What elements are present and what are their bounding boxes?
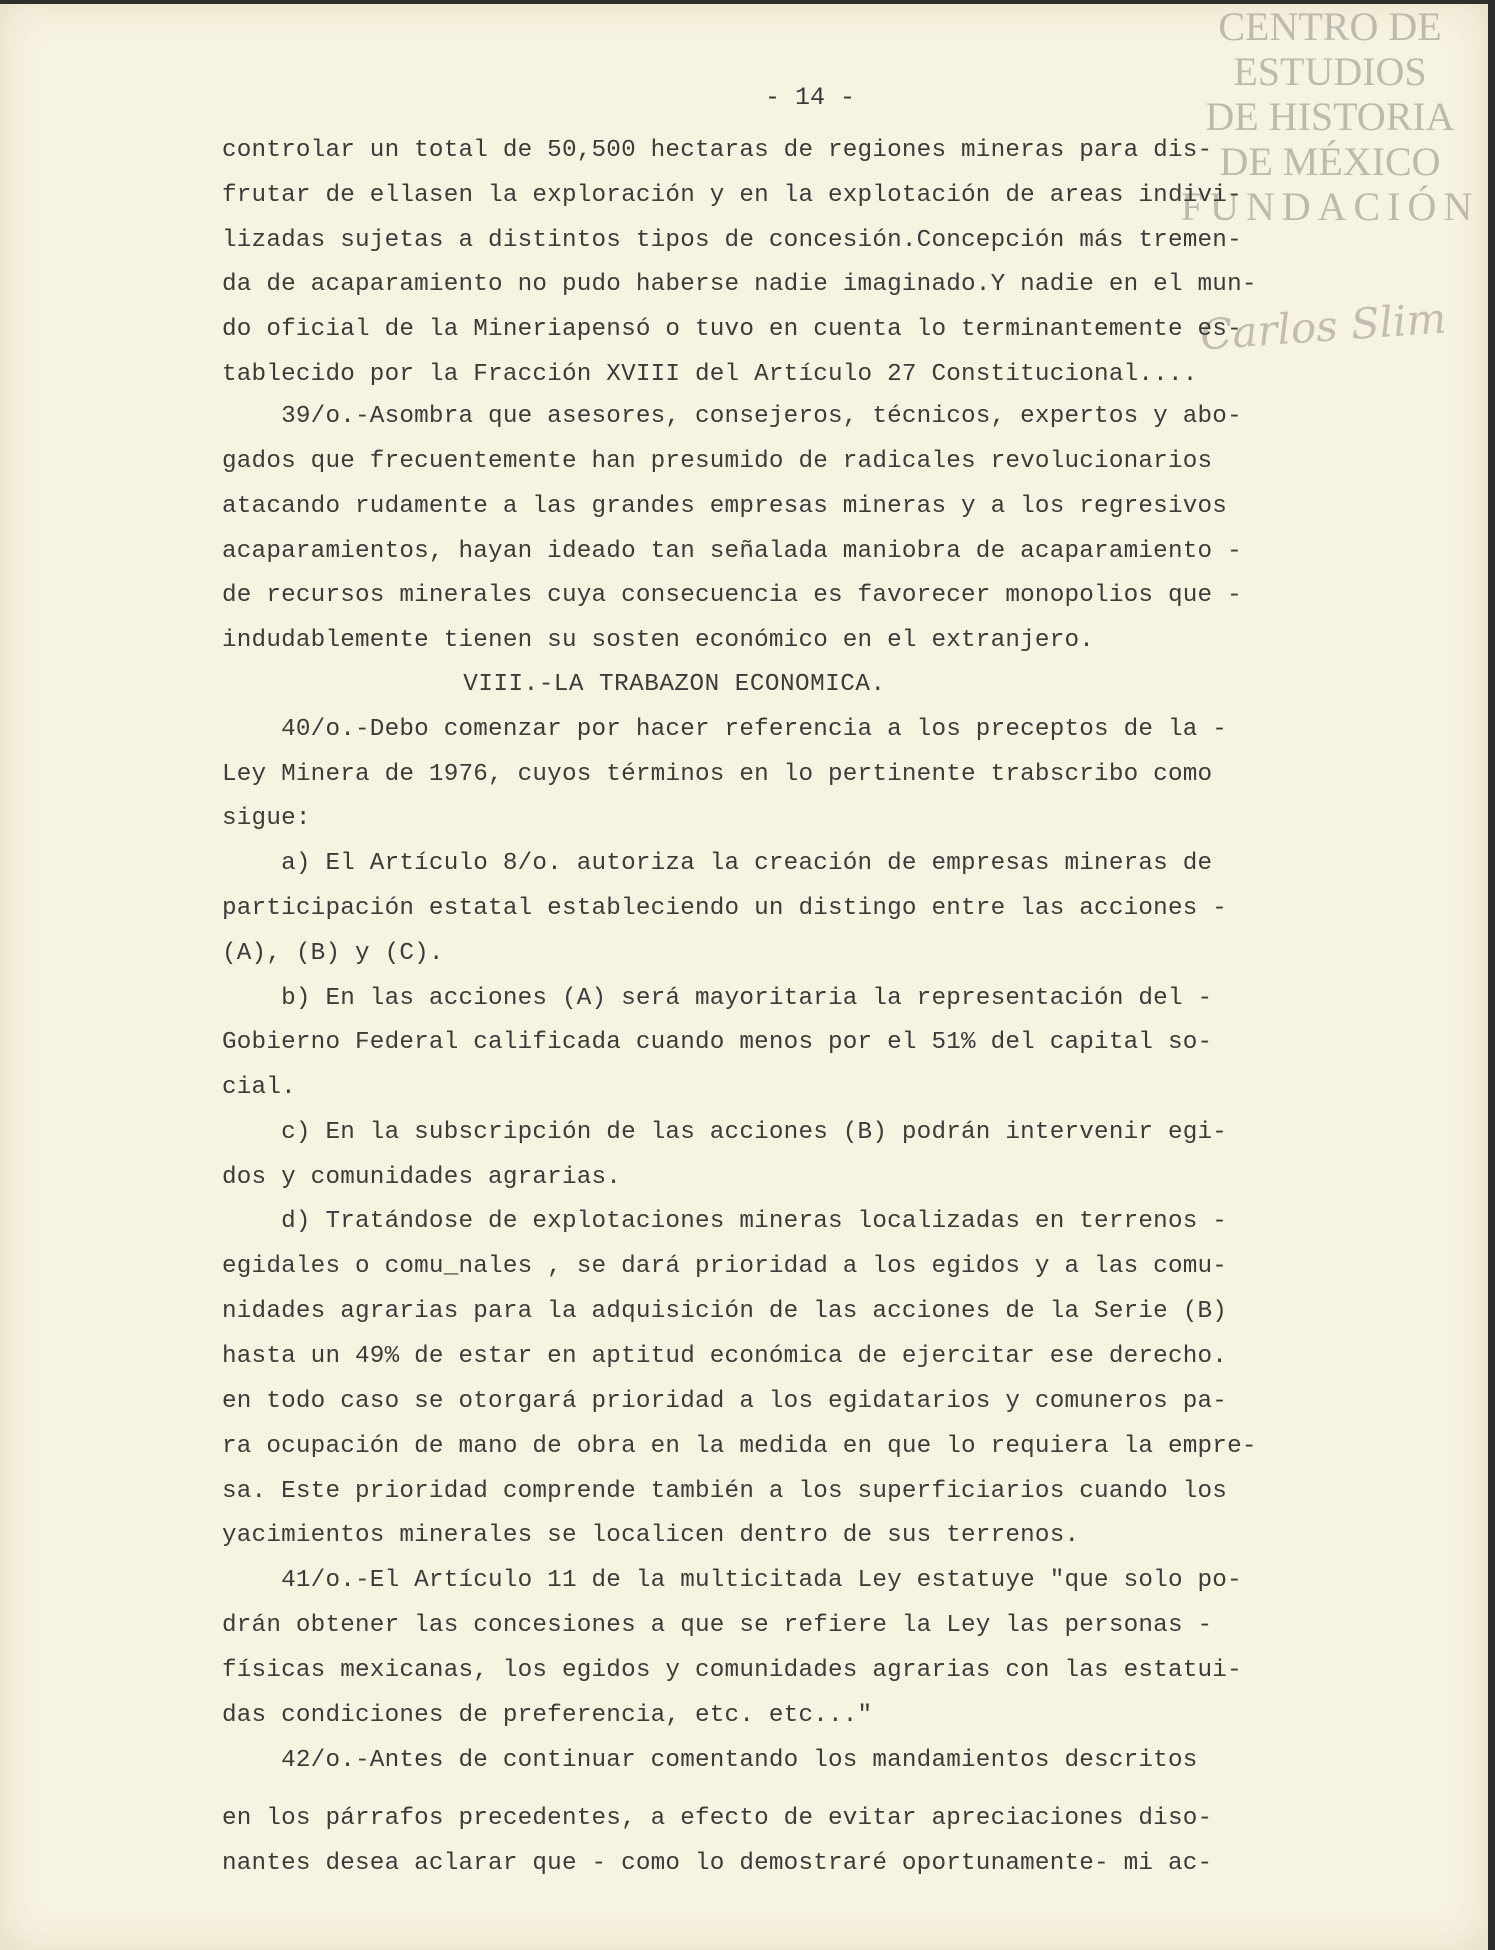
text-line: do oficial de la Mineriapensó o tuvo en cuenta lo terminantemente es-	[222, 316, 1242, 343]
text-line: indudablemente tienen su sosten económico en el extranjero.	[222, 627, 1095, 654]
text-line: d) Tratándose de explotaciones mineras localizadas en terrenos -	[222, 1208, 1228, 1235]
text-line: cial.	[222, 1074, 296, 1101]
text-line: (A), (B) y (C).	[222, 940, 444, 967]
text-line: en los párrafos precedentes, a efecto de evitar apreciaciones diso-	[222, 1805, 1213, 1832]
text-line: lizadas sujetas a distintos tipos de concesión.Concepción más tremen-	[222, 227, 1242, 254]
text-line: sa. Este prioridad comprende también a los superficiarios cuando los	[222, 1478, 1228, 1505]
text-line: egidales o comu_nales , se dará prioridad a los egidos y a las comu-	[222, 1253, 1228, 1280]
text-line: gados que frecuentemente han presumido de radicales revolucionarios	[222, 448, 1213, 475]
text-line: das condiciones de preferencia, etc. etc..."	[222, 1702, 873, 1729]
text-line: participación estatal estableciendo un distingo entre las acciones -	[222, 895, 1228, 922]
text-line: de recursos minerales cuya consecuencia es favorecer monopolios que -	[222, 582, 1242, 609]
watermark-signature: Carlos Slim	[1198, 293, 1448, 360]
watermark-line: CENTRO DE	[1218, 4, 1442, 49]
text-line: atacando rudamente a las grandes empresas mineras y a los regresivos	[222, 493, 1228, 520]
scan-border-right	[1488, 0, 1495, 1950]
text-line: a) El Artículo 8/o. autoriza la creación de empresas mineras de	[222, 850, 1213, 877]
watermark-line: DE MÉXICO	[1219, 139, 1441, 184]
text-line: nidades agrarias para la adquisición de las acciones de la Serie (B)	[222, 1298, 1228, 1325]
watermark-line: DE HISTORIA	[1205, 94, 1455, 139]
text-line: hasta un 49% de estar en aptitud económica de ejercitar ese derecho.	[222, 1343, 1228, 1370]
text-line: ra ocupación de mano de obra en la medida en que lo requiera la empre-	[222, 1433, 1257, 1460]
text-line: tablecido por la Fracción XVIII del Artículo 27 Constitucional....	[222, 361, 1198, 388]
page-number: - 14 -	[765, 83, 856, 112]
text-line: nantes desea aclarar que - como lo demostraré oportunamente- mi ac-	[222, 1850, 1213, 1877]
text-line: 42/o.-Antes de continuar comentando los mandamientos descritos	[222, 1747, 1198, 1774]
text-line: 40/o.-Debo comenzar por hacer referencia a los preceptos de la -	[222, 716, 1228, 743]
text-line: b) En las acciones (A) será mayoritaria la representación del -	[222, 985, 1213, 1012]
text-line: drán obtener las concesiones a que se refiere la Ley las personas -	[222, 1612, 1213, 1639]
text-line: 41/o.-El Artículo 11 de la multicitada Ley estatuye "que solo po-	[222, 1567, 1242, 1594]
watermark-line: ESTUDIOS	[1233, 49, 1427, 94]
text-line: da de acaparamiento no pudo haberse nadie imaginado.Y nadie en el mun-	[222, 271, 1257, 298]
text-line: sigue:	[222, 805, 311, 832]
text-line: físicas mexicanas, los egidos y comunidades agrarias con las estatui-	[222, 1657, 1242, 1684]
text-line: en todo caso se otorgará prioridad a los egidatarios y comuneros pa-	[222, 1388, 1228, 1415]
text-line: Gobierno Federal calificada cuando menos por el 51% del capital so-	[222, 1029, 1213, 1056]
text-line: dos y comunidades agrarias.	[222, 1164, 622, 1191]
text-line: frutar de ellasen la exploración y en la explotación de areas indivi-	[222, 182, 1242, 209]
text-line: acaparamientos, hayan ideado tan señalada maniobra de acaparamiento -	[222, 538, 1242, 565]
text-line: controlar un total de 50,500 hectaras de regiones mineras para dis-	[222, 137, 1213, 164]
text-line: 39/o.-Asombra que asesores, consejeros, técnicos, expertos y abo-	[222, 403, 1242, 430]
text-line: c) En la subscripción de las acciones (B) podrán intervenir egi-	[222, 1119, 1228, 1146]
text-line: yacimientos minerales se localicen dentro de sus terrenos.	[222, 1522, 1080, 1549]
section-heading: VIII.-LA TRABAZON ECONOMICA.	[222, 671, 886, 698]
watermark-line: FUNDACIÓN	[1180, 184, 1480, 229]
text-line: Ley Minera de 1976, cuyos términos en lo pertinente trabscribo como	[222, 761, 1213, 788]
